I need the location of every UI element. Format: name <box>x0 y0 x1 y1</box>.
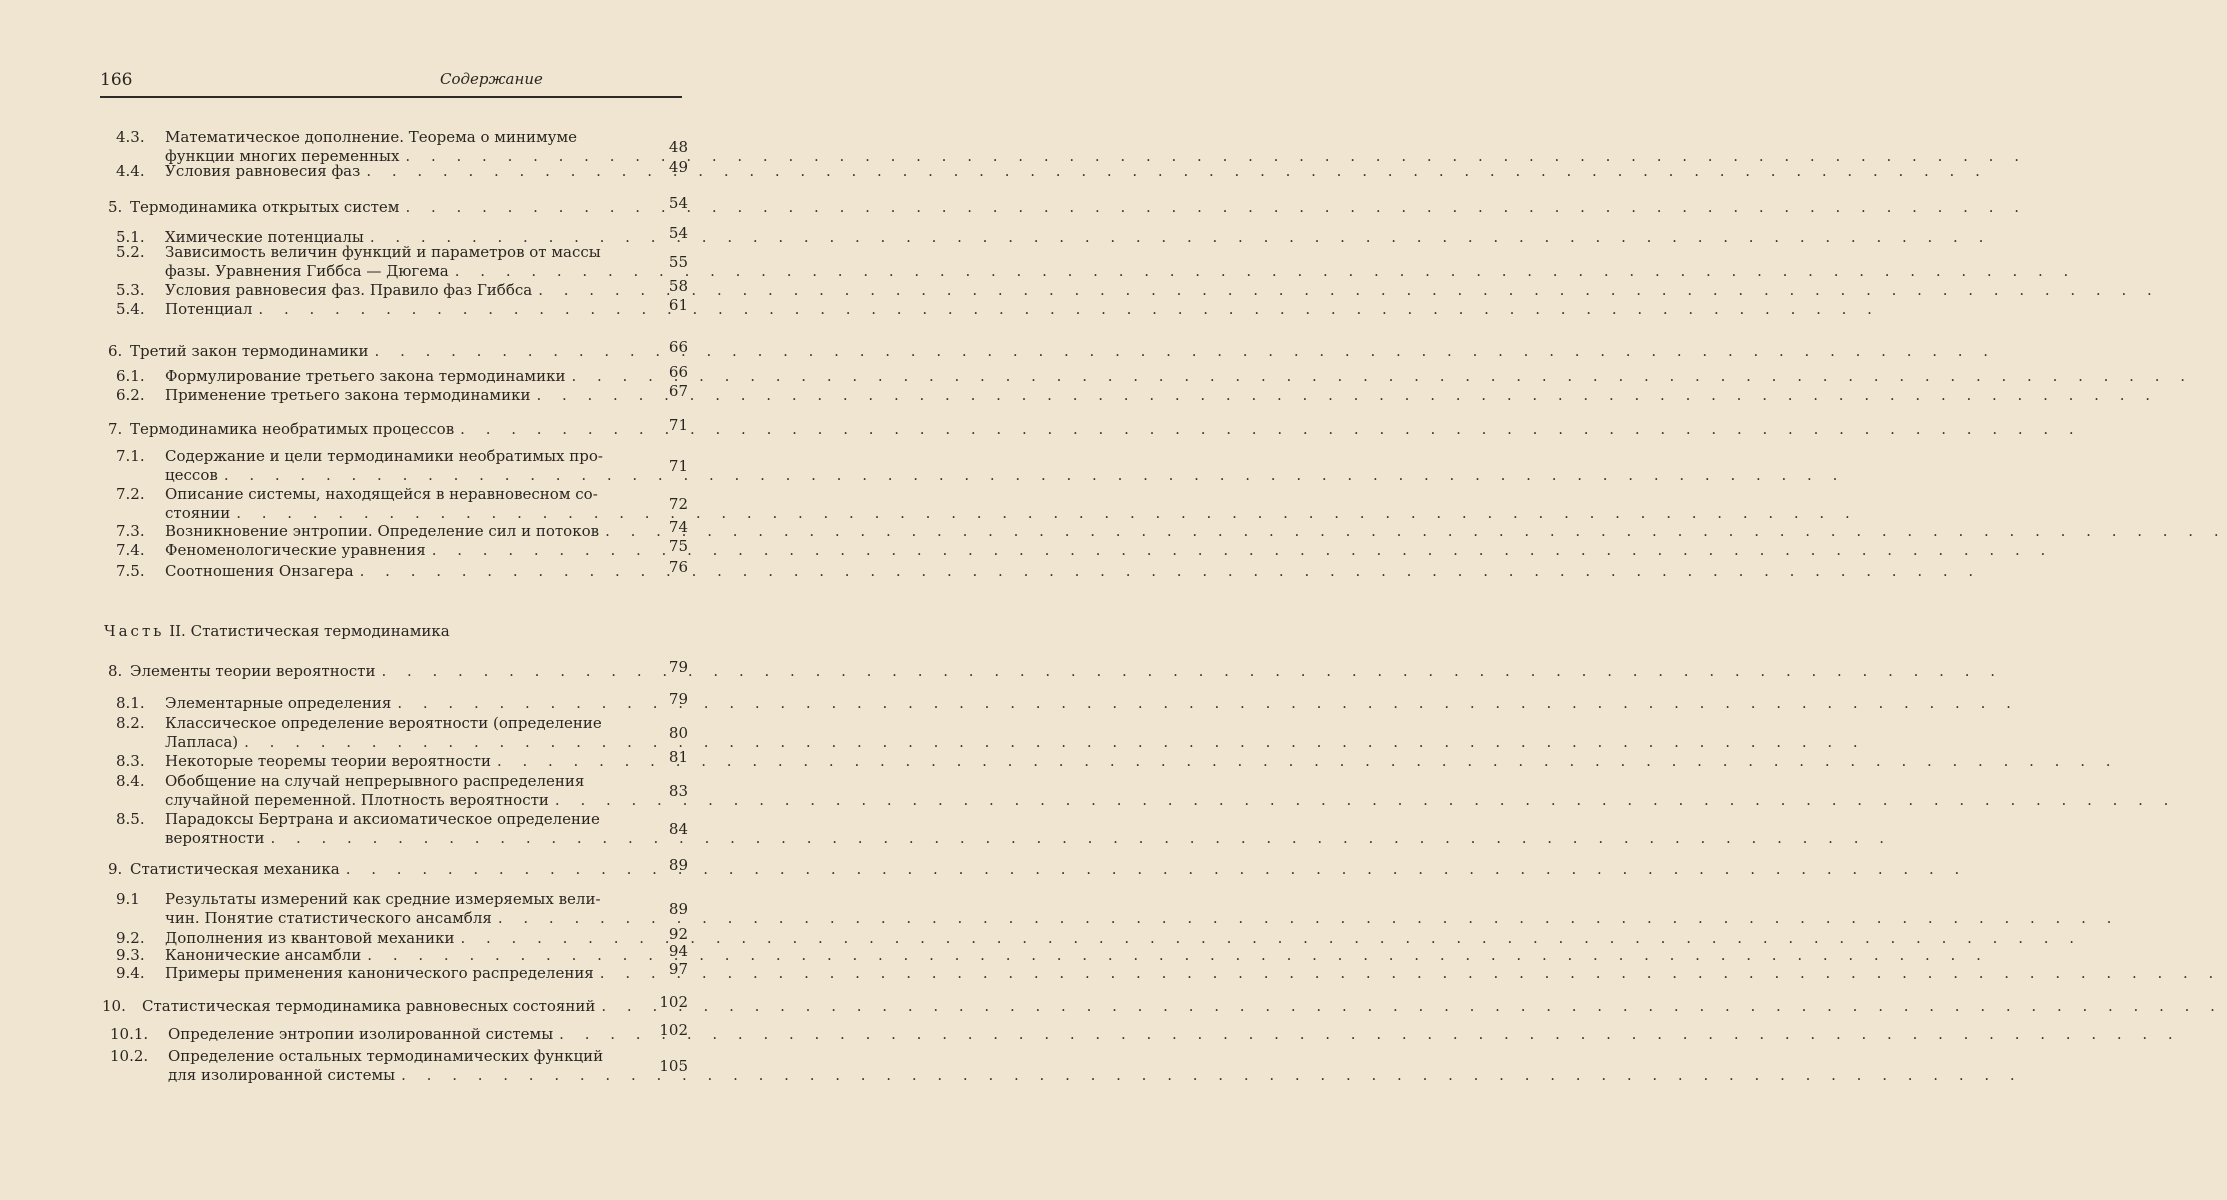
toc-title: стоянии <box>165 504 231 522</box>
dot-leader <box>600 964 2222 982</box>
part-heading <box>104 622 450 640</box>
toc-number: 5.2. <box>116 243 145 261</box>
toc-page-number: 79 <box>668 690 688 708</box>
dot-leader <box>455 262 2077 280</box>
toc-number: 9.1 <box>116 890 140 908</box>
toc-title: для изолированной системы <box>168 1066 396 1084</box>
toc-title: вероятности <box>165 829 265 847</box>
toc-number: 9.4. <box>116 964 145 982</box>
toc-page-number: 67 <box>668 382 688 400</box>
toc-page-number: 71 <box>668 416 688 434</box>
toc-page-number: 48 <box>668 138 688 156</box>
toc-title: Математическое дополнение. Теорема о минимуме <box>165 128 578 146</box>
toc-title: Третий закон термодинамики <box>130 342 369 360</box>
toc-title: Описание системы, находящейся в неравновесном со- <box>165 485 598 503</box>
toc-number: 6.2. <box>116 386 145 404</box>
toc-page-number: 79 <box>668 658 688 676</box>
toc-title: Термодинамика открытых систем <box>130 198 400 216</box>
toc-title: Классическое определение вероятности (определение <box>165 714 602 732</box>
part-word: Часть <box>104 622 165 640</box>
dot-leader <box>405 198 2027 216</box>
toc-title: Лапласа) <box>165 733 239 751</box>
toc-number: 7.4. <box>116 541 145 559</box>
toc-title: Обобщение на случай непрерывного распределения <box>165 772 585 790</box>
dot-leader <box>498 909 2120 927</box>
dot-leader <box>401 1066 2023 1084</box>
toc-number: 7. <box>108 420 123 438</box>
running-title: Содержание <box>440 70 543 88</box>
toc-page-number: 54 <box>668 194 688 212</box>
toc-title: Феноменологические уравнения <box>165 541 426 559</box>
dot-leader <box>536 386 2158 404</box>
toc-title: Элементарные определения <box>165 694 392 712</box>
toc-page-number: 80 <box>668 724 688 742</box>
toc-page-number: 71 <box>668 457 688 475</box>
toc-page-number: 55 <box>668 253 688 271</box>
toc-title: цессов <box>165 466 218 484</box>
toc-number: 9.2. <box>116 929 145 947</box>
toc-page-number: 58 <box>668 277 688 295</box>
dot-leader <box>270 829 1892 847</box>
toc-title: Применение третьего закона термодинамики <box>165 386 531 404</box>
toc-number: 8.4. <box>116 772 145 790</box>
toc-number: 5.1. <box>116 228 145 246</box>
dot-leader <box>397 694 2019 712</box>
toc-number: 7.1. <box>116 447 145 465</box>
toc-number: 9.3. <box>116 946 145 964</box>
part-title: Статистическая термодинамика <box>190 622 450 640</box>
toc-title: Определение энтропии изолированной системы <box>168 1025 554 1043</box>
toc-title: случайной переменной. Плотность вероятности <box>165 791 549 809</box>
toc-page-number: 102 <box>659 1021 688 1039</box>
toc-page-number: 54 <box>668 224 688 242</box>
book-page <box>0 0 722 1200</box>
toc-page-number: 66 <box>668 363 688 381</box>
toc-number: 10. <box>102 997 126 1015</box>
toc-title: Дополнения из квантовой механики <box>165 929 455 947</box>
toc-title: Зависимость величин функций и параметров от массы <box>165 243 601 261</box>
dot-leader <box>224 466 1846 484</box>
toc-title: Определение остальных термодинамических функций <box>168 1047 604 1065</box>
dot-leader <box>244 733 1866 751</box>
toc-page-number: 66 <box>668 338 688 356</box>
toc-page-number: 74 <box>668 518 688 536</box>
page-header <box>100 68 682 98</box>
dot-leader <box>375 342 1997 360</box>
toc-number: 6. <box>108 342 123 360</box>
toc-number: 5. <box>108 198 123 216</box>
toc-page-number: 94 <box>668 942 688 960</box>
toc-title: Термодинамика необратимых процессов <box>130 420 455 438</box>
toc-number: 10.1. <box>110 1025 149 1043</box>
toc-title: Некоторые теоремы теории вероятности <box>165 752 491 770</box>
toc-page-number: 102 <box>659 993 688 1011</box>
toc-page-number: 81 <box>668 748 688 766</box>
toc-title: Элементы теории вероятности <box>130 662 376 680</box>
toc-title: Статистическая термодинамика равновесных состояний <box>142 997 596 1015</box>
toc-number: 9. <box>108 860 123 878</box>
toc-number: 4.4. <box>116 162 145 180</box>
dot-leader <box>497 752 2119 770</box>
toc-number: 8.1. <box>116 694 145 712</box>
toc-title: Формулирование третьего закона термодинамики <box>165 367 566 385</box>
toc-number: 5.4. <box>116 300 145 318</box>
dot-leader <box>460 929 2082 947</box>
page-number: 166 <box>100 70 133 90</box>
dot-leader <box>346 860 1968 878</box>
dot-leader <box>460 420 2082 438</box>
toc-title: Парадоксы Бертрана и аксиоматическое определение <box>165 810 600 828</box>
toc-title: функции многих переменных <box>165 147 400 165</box>
toc-title: Условия равновесия фаз <box>165 162 361 180</box>
toc-page-number: 76 <box>668 558 688 576</box>
toc-title: Содержание и цели термодинамики необратимых про- <box>165 447 603 465</box>
toc-page-number: 97 <box>668 960 688 978</box>
toc-number: 6.1. <box>116 367 145 385</box>
toc-title: Условия равновесия фаз. Правило фаз Гиббса <box>165 281 533 299</box>
dot-leader <box>559 1025 2181 1043</box>
toc-number: 7.2. <box>116 485 145 503</box>
toc-page-number: 89 <box>668 856 688 874</box>
toc-number: 8.2. <box>116 714 145 732</box>
toc-page-number: 61 <box>668 296 688 314</box>
toc-title: Возникновение энтропии. Определение сил и потоков <box>165 522 600 540</box>
toc-title: Канонические ансамбли <box>165 946 362 964</box>
toc-title: Статистическая механика <box>130 860 340 878</box>
dot-leader <box>236 504 1858 522</box>
toc-number: 8.3. <box>116 752 145 770</box>
toc-page-number: 105 <box>659 1057 688 1075</box>
toc-page-number: 49 <box>668 158 688 176</box>
toc-number: 7.5. <box>116 562 145 580</box>
toc-page-number: 89 <box>668 900 688 918</box>
dot-leader <box>555 791 2177 809</box>
toc-page-number: 75 <box>668 537 688 555</box>
toc-page-number: 83 <box>668 782 688 800</box>
dot-leader <box>571 367 2193 385</box>
dot-leader <box>538 281 2160 299</box>
toc-number: 7.3. <box>116 522 145 540</box>
toc-number: 5.3. <box>116 281 145 299</box>
toc-number: 8.5. <box>116 810 145 828</box>
toc-title: чин. Понятие статистического ансамбля <box>165 909 492 927</box>
dot-leader <box>258 300 1880 318</box>
dot-leader <box>381 662 2003 680</box>
toc-title: Соотношения Онзагера <box>165 562 354 580</box>
toc-title: фазы. Уравнения Гиббса — Дюгема <box>165 262 449 280</box>
toc-title: Химические потенциалы <box>165 228 364 246</box>
toc-number: 4.3. <box>116 128 145 146</box>
toc-title: Потенциал <box>165 300 253 318</box>
toc-title: Примеры применения канонического распределения <box>165 964 594 982</box>
toc-page-number: 92 <box>668 925 688 943</box>
dot-leader <box>366 162 1988 180</box>
part-numeral: II. <box>169 622 186 640</box>
dot-leader <box>601 997 2223 1015</box>
dot-leader <box>605 522 2227 540</box>
toc-number: 8. <box>108 662 123 680</box>
toc-page-number: 84 <box>668 820 688 838</box>
dot-leader <box>360 562 1982 580</box>
toc-page-number: 72 <box>668 495 688 513</box>
toc-number: 10.2. <box>110 1047 149 1065</box>
dot-leader <box>367 946 1989 964</box>
toc-title: Результаты измерений как средние измеряемых вели- <box>165 890 601 908</box>
